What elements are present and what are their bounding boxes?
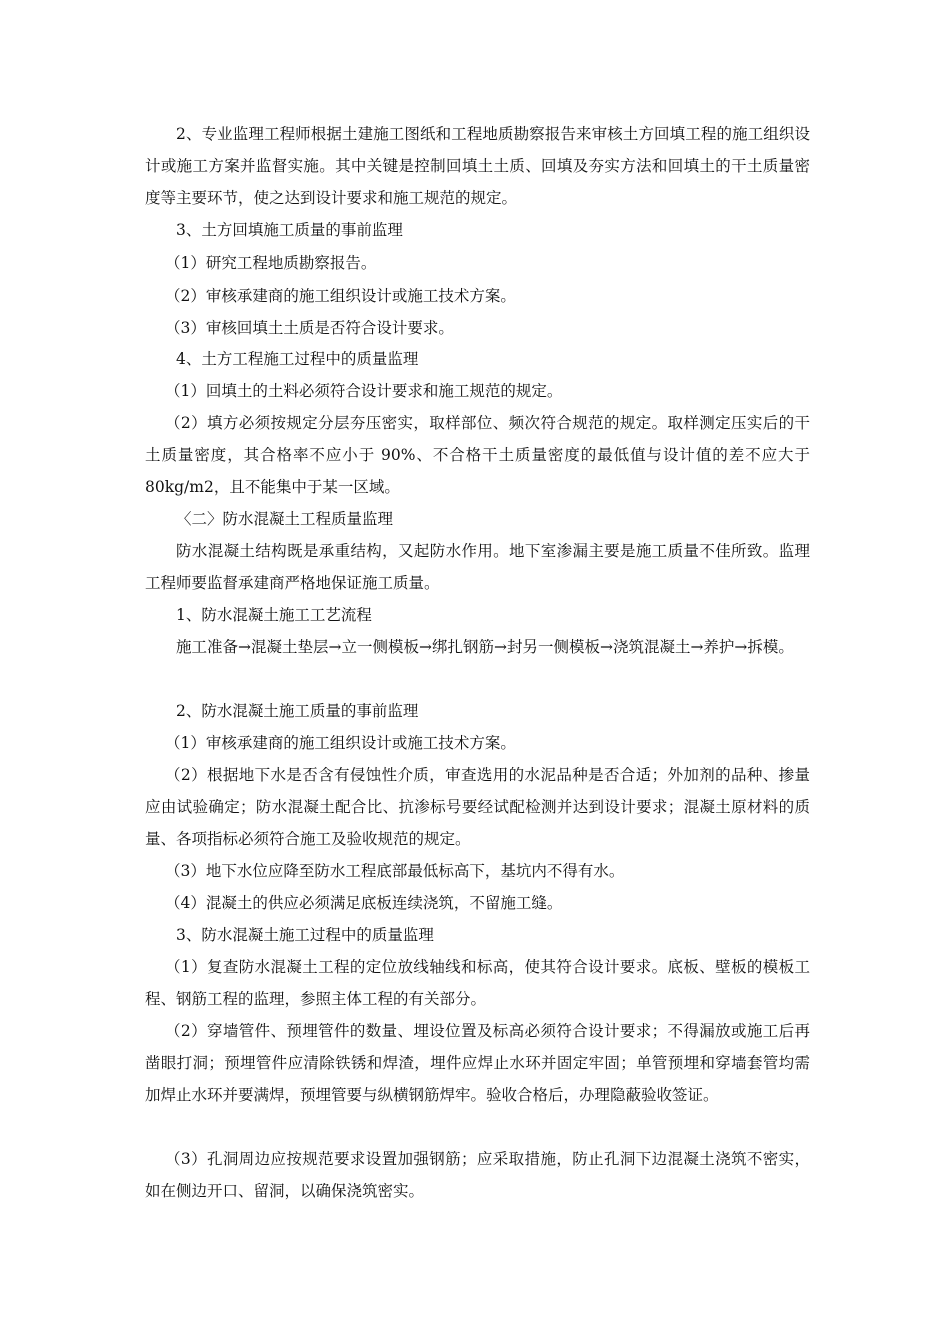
list-item-soil-material: （1）回填土的土料必须符合设计要求和施工规范的规定。 xyxy=(165,382,563,400)
list-item-groundwater-level: （3）地下水位应降至防水工程底部最低标高下，基坑内不得有水。 xyxy=(165,862,625,880)
list-item-pipe-fittings: （2）穿墙管件、预埋管件的数量、埋设位置及标高必须符合设计要求；不得漏放或施工后再凿眼打洞；预埋管件应清除铁锈和焊渣，埋件应焊止水环并固定牢固；单管预埋和穿墙套管均需加焊止水环并要满焊，预埋管要与纵横钢筋焊牢。验收合格后，办理隐蔽验收签证。 xyxy=(145,1022,810,1104)
list-item-cement-admixture: （2）根据地下水是否含有侵蚀性介质，审查选用的水泥品种是否合适；外加剂的品种、掺量应由试验确定；防水混凝土配合比、抗渗标号要经试配检测并达到设计要求；混凝土原材料的质量、各项指标必须符合施工及验收规范的规定。 xyxy=(145,766,810,848)
list-item-review-tech-plan: （1）审核承建商的施工组织设计或施工技术方案。 xyxy=(165,734,516,752)
list-item-study-geology-report: （1）研究工程地质勘察报告。 xyxy=(165,254,377,272)
paragraph-backfill-design-review: 2、专业监理工程师根据土建施工图纸和工程地质勘察报告来审核土方回填工程的施工组织设计或施工方案并监督实施。其中关键是控制回填土土质、回填及夯实方法和回填土的干土质量密度等主要环节，使之达到设计要求和施工规范的规定。 xyxy=(145,125,810,207)
list-item-continuous-pouring: （4）混凝土的供应必须满足底板连续浇筑，不留施工缝。 xyxy=(165,894,563,912)
heading-backfill-pre-supervision: 3、土方回填施工质量的事前监理 xyxy=(176,221,403,239)
paragraph-process-flow: 施工准备→混凝土垫层→立一侧模板→绑扎钢筋→封另一侧模板→浇筑混凝土→养护→拆模。 xyxy=(176,638,794,656)
heading-earthwork-process-supervision: 4、土方工程施工过程中的质量监理 xyxy=(176,350,419,368)
list-item-layered-compaction: （2）填方必须按规定分层夯压密实，取样部位、频次符合规范的规定。取样测定压实后的干土质量密度，其合格率不应小于 90%、不合格干土质量密度的最低值与设计值的差不应大于 80kg/m2，且不能集中于某一区域。 xyxy=(145,414,810,496)
heading-concrete-process-supervision: 3、防水混凝土施工过程中的质量监理 xyxy=(176,926,434,944)
heading-process-flow: 1、防水混凝土施工工艺流程 xyxy=(176,606,372,624)
list-item-review-construction-plan: （2）审核承建商的施工组织设计或施工技术方案。 xyxy=(165,287,516,305)
list-item-opening-reinforcement: （3）孔洞周边应按规范要求设置加强钢筋；应采取措施，防止孔洞下边混凝土浇筑不密实，如在侧边开口、留洞，以确保浇筑密实。 xyxy=(145,1150,810,1200)
paragraph-waterproof-concrete-intro: 防水混凝土结构既是承重结构，又起防水作用。地下室渗漏主要是施工质量不佳所致。监理工程师要监督承建商严格地保证施工质量。 xyxy=(145,542,810,592)
list-item-review-soil-quality: （3）审核回填土土质是否符合设计要求。 xyxy=(165,319,454,337)
heading-waterproof-concrete: 〈二〉防水混凝土工程质量监理 xyxy=(176,510,394,528)
list-item-recheck-axis-elevation: （1）复查防水混凝土工程的定位放线轴线和标高，使其符合设计要求。底板、壁板的模板工程、钢筋工程的监理，参照主体工程的有关部分。 xyxy=(145,958,810,1008)
heading-concrete-pre-supervision: 2、防水混凝土施工质量的事前监理 xyxy=(176,702,419,720)
